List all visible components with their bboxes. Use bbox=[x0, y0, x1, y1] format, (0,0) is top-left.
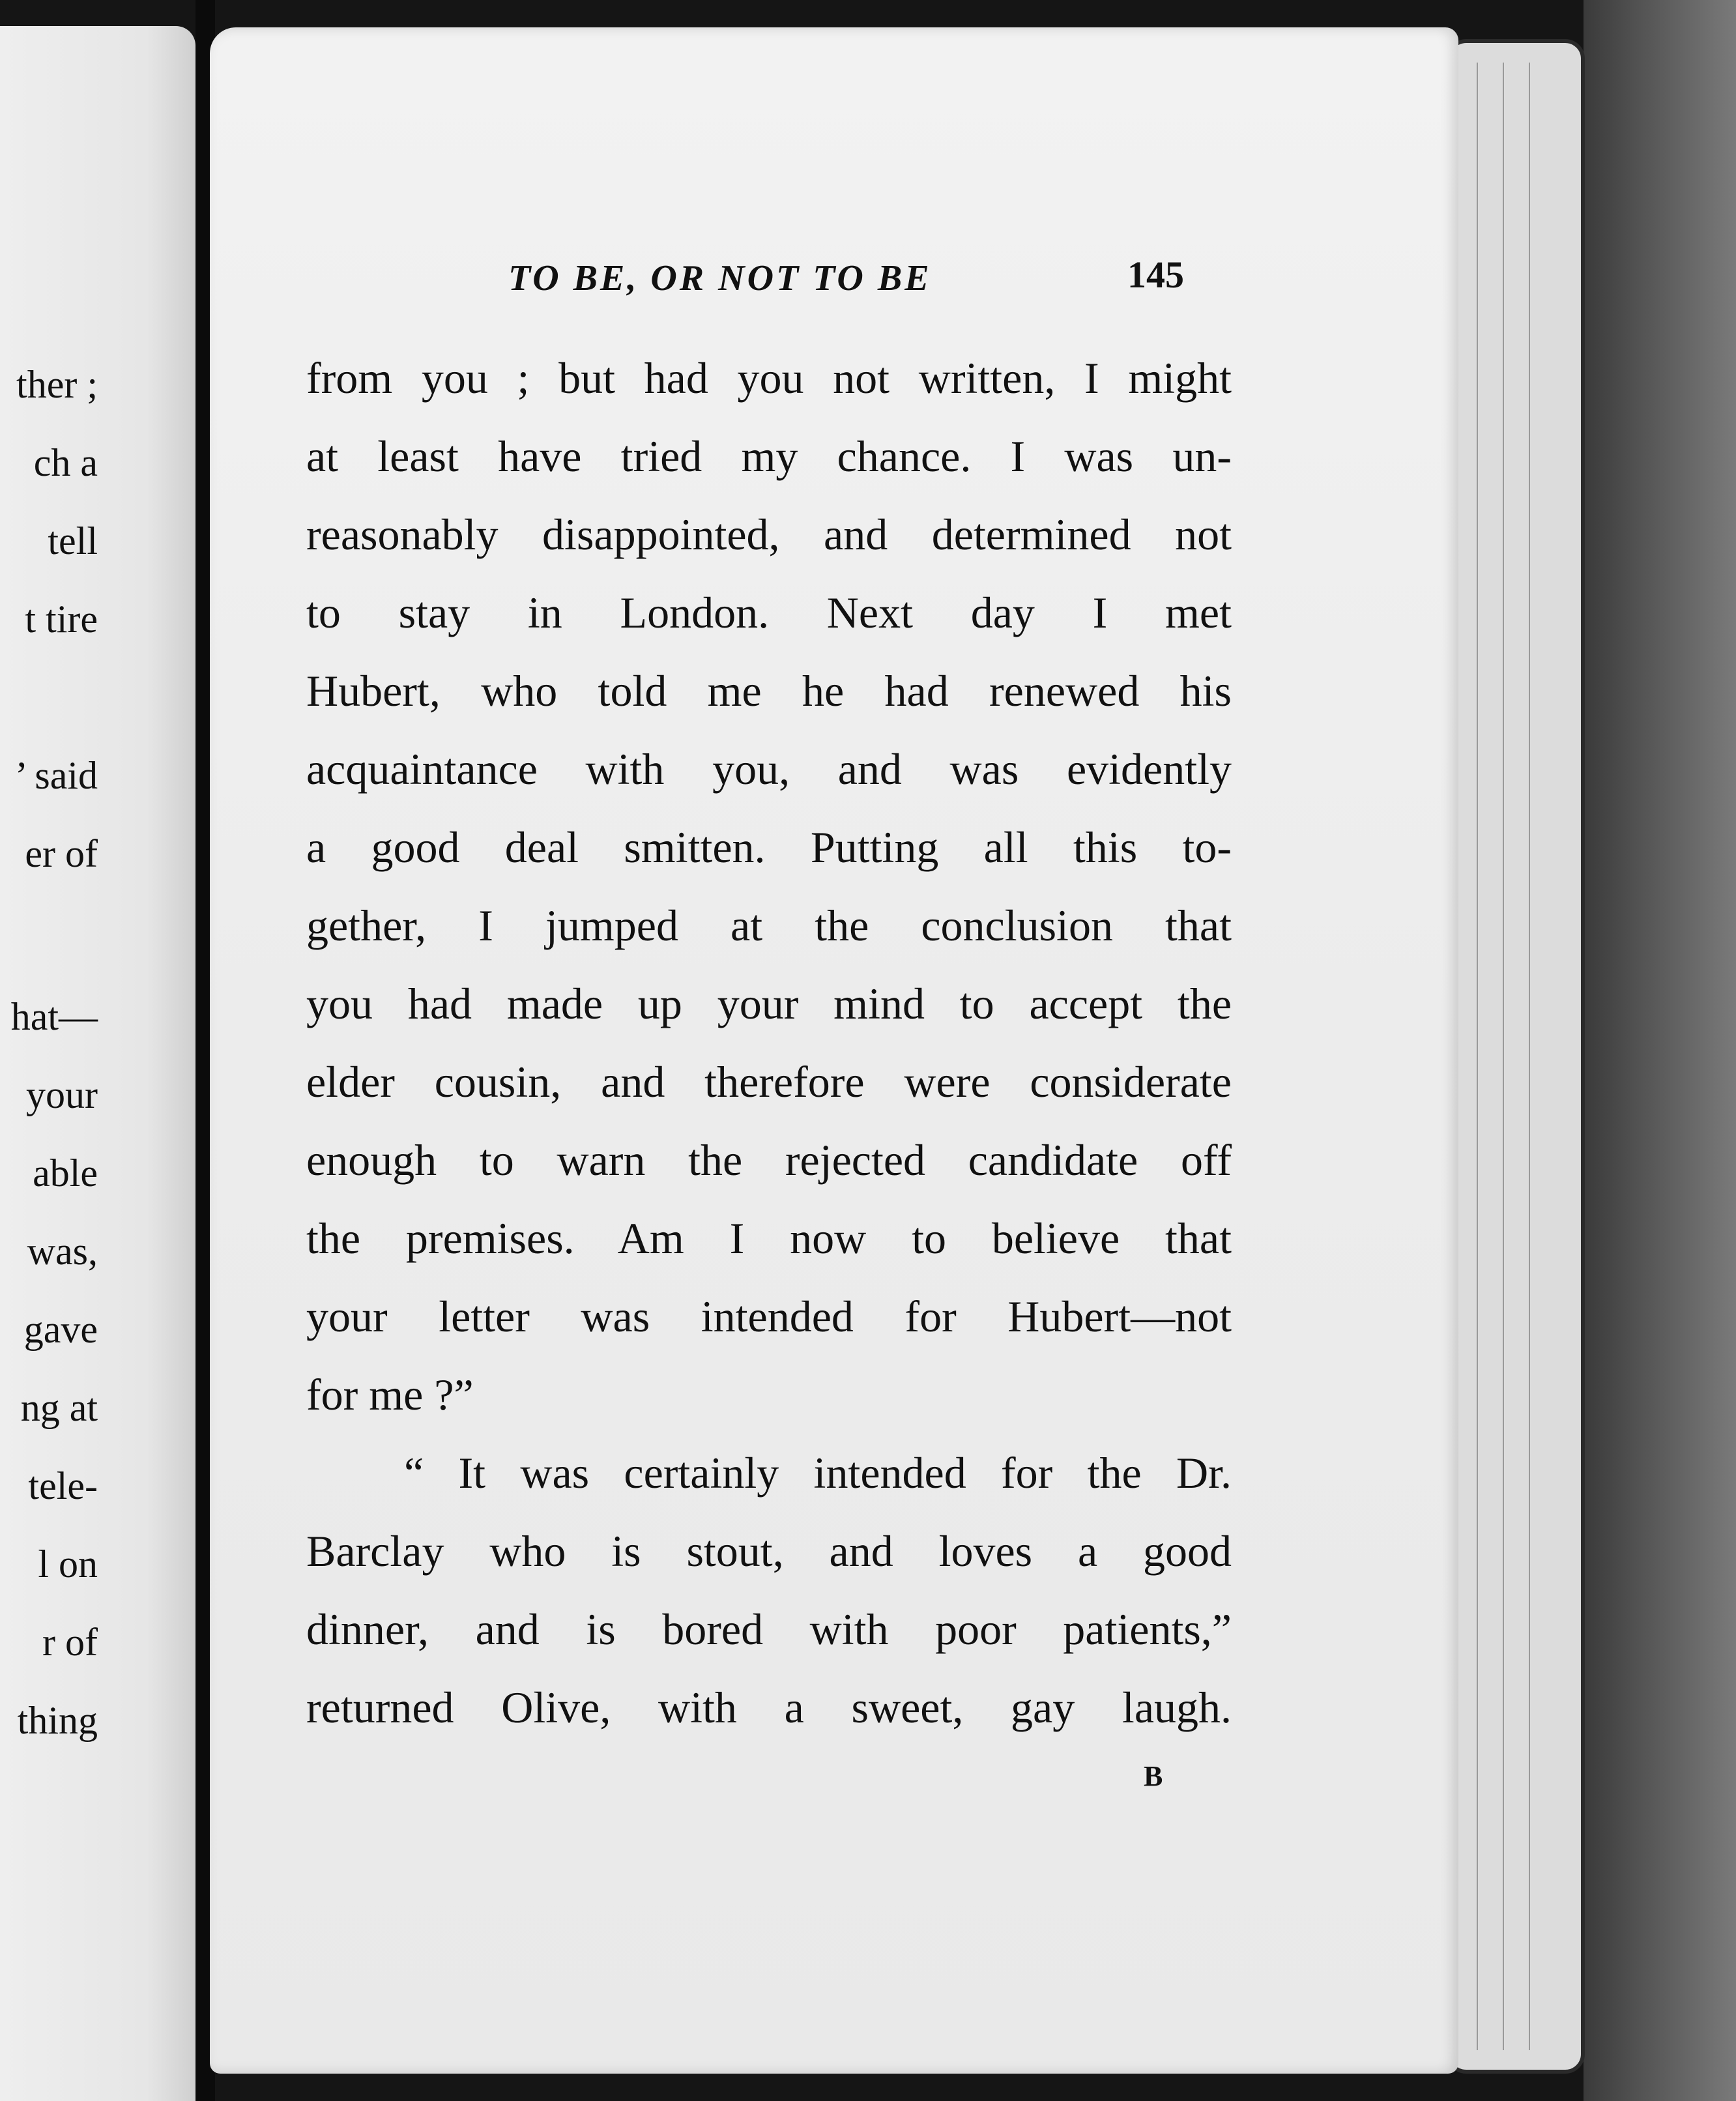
text-line: reasonably disappointed, and determined not bbox=[306, 510, 1232, 559]
text-line: “ It was certainly intended for the Dr. bbox=[404, 1448, 1232, 1498]
text-line: Barclay who is stout, and loves a good bbox=[306, 1526, 1232, 1576]
text-line: dinner, and is bored with poor patients,” bbox=[306, 1604, 1232, 1654]
facing-line: r of bbox=[42, 1621, 98, 1664]
page-edge-line bbox=[1477, 63, 1478, 2050]
text-line: gether, I jumped at the conclusion that bbox=[306, 901, 1232, 950]
scan-background-right bbox=[1584, 0, 1736, 2101]
facing-line: ng at bbox=[20, 1386, 98, 1429]
facing-line: ther ; bbox=[16, 363, 98, 406]
text-line: your letter was intended for Hubert—not bbox=[306, 1292, 1232, 1341]
facing-line: tell bbox=[48, 519, 98, 562]
text-line: at least have tried my chance. I was un- bbox=[306, 431, 1232, 481]
facing-line: ’ said bbox=[14, 754, 98, 797]
text-line: acquaintance with you, and was evidently bbox=[306, 744, 1232, 794]
text-line: returned Olive, with a sweet, gay laugh. bbox=[306, 1683, 1232, 1732]
facing-line: able bbox=[33, 1152, 98, 1195]
facing-line: er of bbox=[25, 832, 98, 875]
catchword: B bbox=[1144, 1760, 1163, 1792]
running-head: TO BE, OR NOT TO BE bbox=[508, 258, 932, 298]
text-line: from you ; but had you not written, I might bbox=[306, 353, 1232, 403]
page-stack-edges bbox=[1447, 39, 1585, 2074]
text-line: elder cousin, and therefore were considerate bbox=[306, 1057, 1232, 1107]
facing-page-left bbox=[0, 26, 195, 2101]
text-line: you had made up your mind to accept the bbox=[306, 979, 1232, 1028]
text-line: enough to warn the rejected candidate off bbox=[306, 1135, 1232, 1185]
body-text bbox=[306, 339, 1232, 1746]
facing-page-text bbox=[0, 26, 195, 2101]
text-line: for me ?” bbox=[306, 1370, 474, 1419]
text-line: the premises. Am I now to believe that bbox=[306, 1213, 1232, 1263]
facing-line: thing bbox=[17, 1699, 98, 1742]
facing-line: hat— bbox=[10, 995, 98, 1038]
facing-line: was, bbox=[27, 1230, 98, 1273]
facing-line: l on bbox=[38, 1543, 98, 1586]
text-line: Hubert, who told me he had renewed his bbox=[306, 666, 1232, 716]
facing-line: ch a bbox=[33, 441, 98, 484]
facing-line: t tire bbox=[25, 598, 98, 641]
page-edge-line bbox=[1529, 63, 1530, 2050]
facing-line: gave bbox=[23, 1308, 98, 1351]
facing-line: your bbox=[26, 1073, 98, 1116]
text-line: to stay in London. Next day I met bbox=[306, 588, 1232, 637]
page-number: 145 bbox=[1127, 254, 1184, 296]
facing-line: tele- bbox=[28, 1464, 98, 1507]
page-edge-line bbox=[1503, 63, 1504, 2050]
text-line: a good deal smitten. Putting all this to- bbox=[306, 822, 1232, 872]
